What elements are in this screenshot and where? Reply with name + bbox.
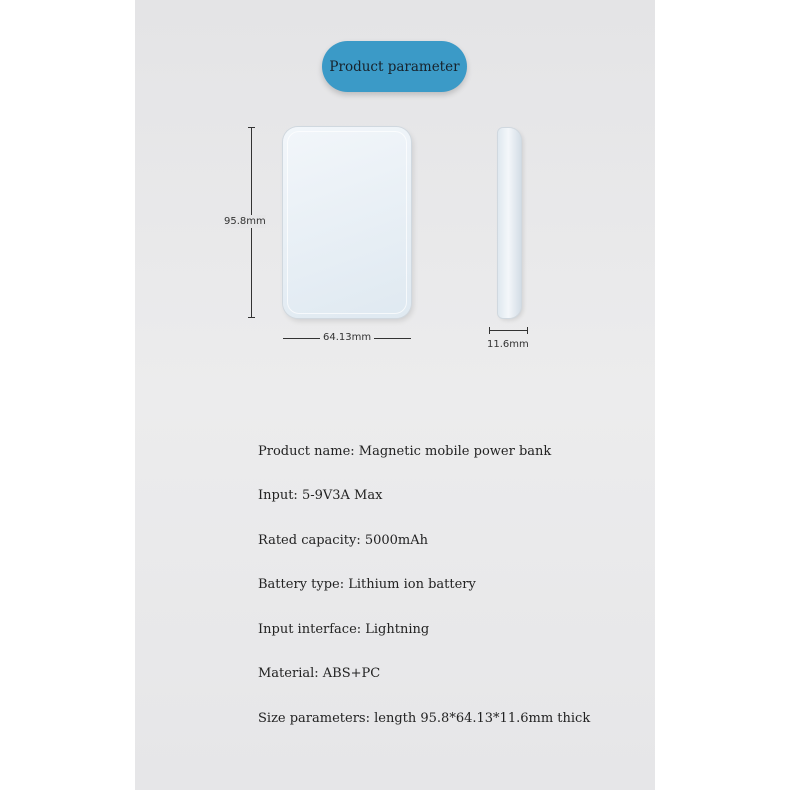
spec-rated-capacity: Rated capacity: 5000mAh [258, 533, 429, 548]
height-dimension-cap-top [248, 127, 255, 128]
thickness-dimension-cap-left [489, 327, 490, 334]
thickness-dimension-cap-right [527, 327, 528, 334]
section-title-badge [322, 41, 467, 92]
power-bank-side-view [498, 128, 521, 318]
spec-product-name: Product name: Magnetic mobile power bank [258, 444, 552, 459]
power-bank-front-view [283, 127, 411, 318]
spec-size-parameters: Size parameters: length 95.8*64.13*11.6mm thick [258, 711, 591, 726]
spec-input: Input: 5-9V3A Max [258, 488, 383, 503]
width-dimension-line-left [283, 338, 320, 339]
width-dimension-line-right [374, 338, 411, 339]
width-label: 64.13mm [323, 332, 372, 343]
height-dimension-cap-bottom [248, 317, 255, 318]
spec-material: Material: ABS+PC [258, 666, 381, 681]
thickness-dimension-line [489, 330, 528, 331]
section-title: Product parameter [329, 58, 460, 75]
thickness-label: 11.6mm [487, 339, 529, 350]
spec-input-interface: Input interface: Lightning [258, 622, 430, 637]
spec-battery-type: Battery type: Lithium ion battery [258, 577, 476, 592]
height-label: 95.8mm [224, 216, 266, 227]
content-panel [135, 0, 655, 790]
